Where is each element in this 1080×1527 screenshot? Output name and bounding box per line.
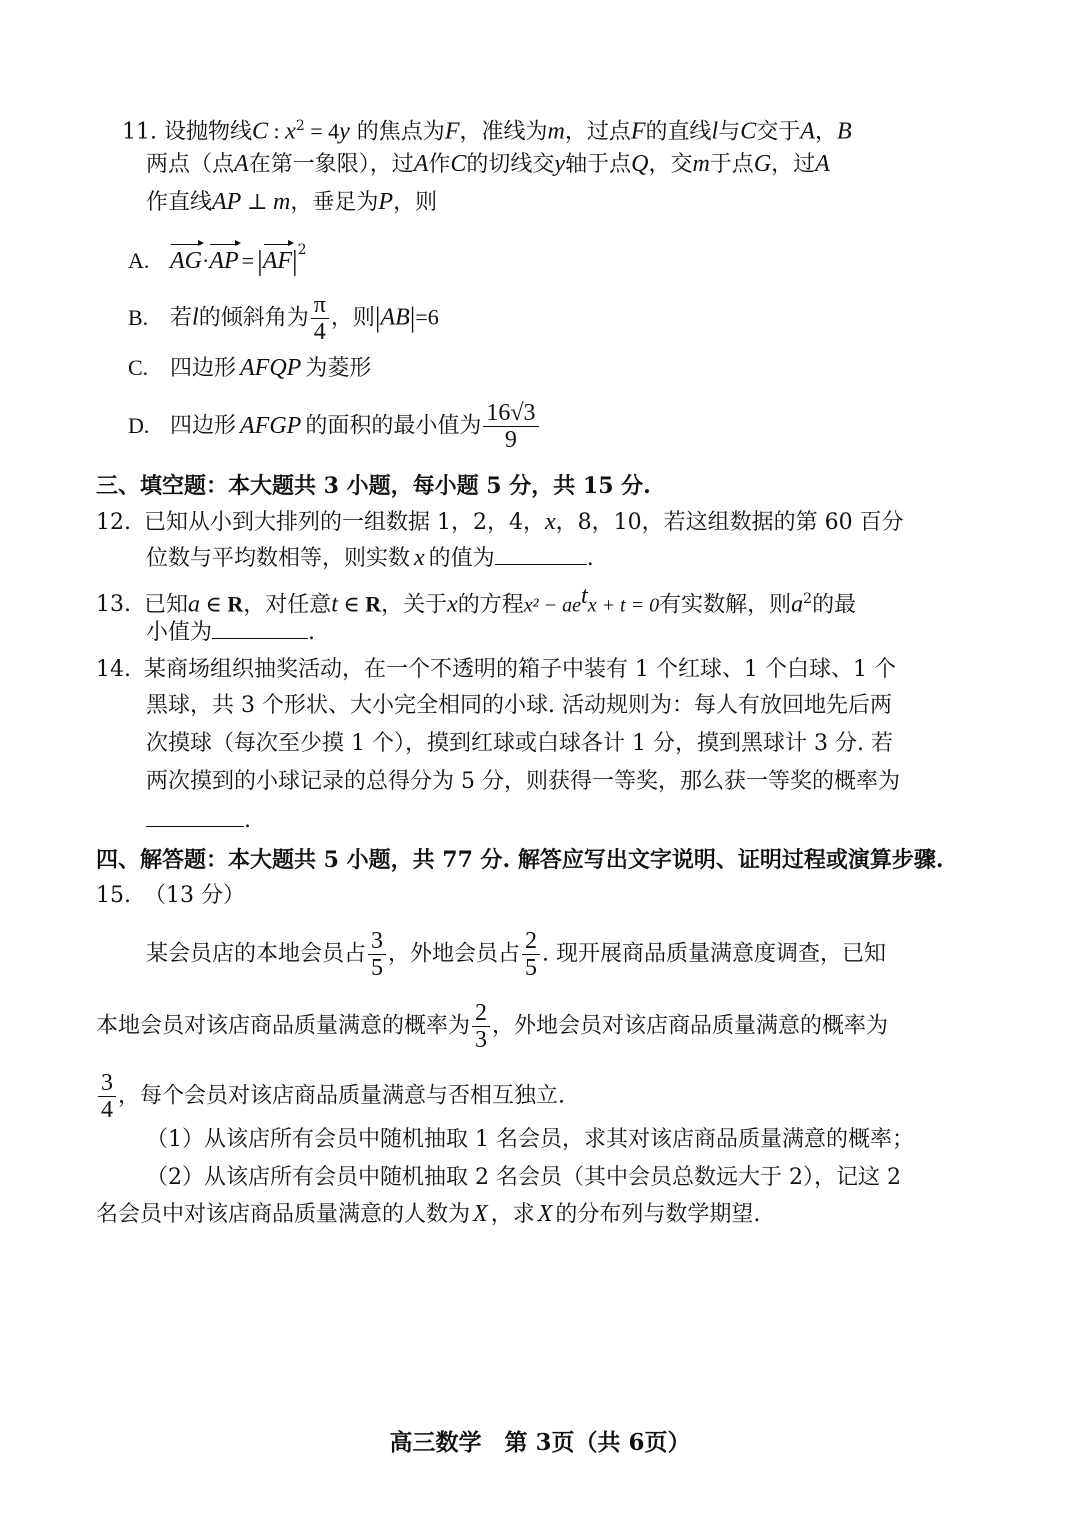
q15-subquestion-2-cont: 名会员中对该店商品质量满意的人数为 X ，求 X 的分布列与数学期望. bbox=[96, 1201, 761, 1227]
answer-blank[interactable] bbox=[146, 804, 244, 827]
q15-para2: 本地会员对该店商品质量满意的概率为 $\frac{2}{3}$ ，外地会员对该店商品质量满意的概率为 bbox=[96, 1000, 889, 1053]
abs-bar: | bbox=[409, 302, 416, 334]
q11-option-c: C. 四边形 AFQP 为菱形 bbox=[128, 355, 372, 381]
q13-line1: 13. 已知a ∈ R，对任意t ∈ R，关于x的方程$x^2 - ae^tx + t = 0$有实数解，则$a^2$的最 bbox=[96, 583, 857, 618]
q11-line2: 两点（点A在第一象限），过A作C的切线交y轴于点Q，交m于点G，过A bbox=[146, 151, 830, 177]
q11-line3: 作直线AP ⊥ m，垂足为P，则 bbox=[146, 189, 438, 215]
answer-blank[interactable] bbox=[212, 616, 308, 639]
q12-line2: 位数与平均数相等，则实数 x 的值为 . bbox=[146, 542, 594, 575]
q14-line5: . bbox=[146, 804, 251, 837]
section-4-heading: 四、解答题：本大题共 5 小题，共 77 分. 解答应写出文字说明、证明过程或演算步骤. bbox=[96, 847, 944, 873]
q14-line1: 14. 某商场组织抽奖活动，在一个不透明的箱子中装有 1 个红球、1 个白球、1 个 bbox=[96, 657, 896, 682]
q11-option-a: A. $AG\cdot AP = |AF|^2$ bbox=[128, 242, 307, 277]
fraction-pi-over-4: $\frac{\pi}{4}$ bbox=[311, 292, 329, 345]
q15-subquestion-2: （2）从该店所有会员中随机抽取 2 名会员（其中会员总数远大于 2），记这 2 bbox=[146, 1165, 901, 1190]
fraction-2-over-5: $\frac{2}{5}$ bbox=[522, 928, 540, 981]
q14-line2: 黑球，共 3 个形状、大小完全相同的小球. 活动规则为：每人有放回地先后两 bbox=[146, 693, 892, 718]
answer-blank[interactable] bbox=[495, 542, 587, 565]
fraction-3-over-5: $\frac{3}{5}$ bbox=[368, 928, 386, 981]
abs-bar: | bbox=[374, 302, 381, 334]
q15-para1: 某会员店的本地会员占 $\frac{3}{5}$ ，外地会员占 $\frac{2}{5}$ . 现开展商品质量满意度调查，已知 bbox=[146, 928, 887, 981]
q14-line3: 次摸球（每次至少摸 1 个），摸到红球或白球各计 1 分，摸到黑球计 3 分. 若 bbox=[146, 731, 893, 756]
q13-line2: 小值为 . bbox=[146, 616, 315, 649]
q11-option-d: D. 四边形 AFGP 的面积的最小值为 $\frac{16√3}{9}$ bbox=[128, 400, 541, 453]
fraction-3-over-4: $\frac{3}{4}$ bbox=[98, 1070, 116, 1123]
q15-subquestion-1: （1）从该店所有会员中随机抽取 1 名会员，求其对该店商品质量满意的概率； bbox=[146, 1127, 914, 1152]
fraction-2-over-3: $\frac{2}{3}$ bbox=[472, 1000, 490, 1053]
section-3-heading: 三、填空题：本大题共 3 小题，每小题 5 分，共 15 分. bbox=[96, 473, 651, 499]
q15-para3: $\frac{3}{4}$ ，每个会员对该店商品质量满意与否相互独立. bbox=[96, 1070, 565, 1123]
abs-bar: | bbox=[292, 246, 298, 277]
fraction-16-root3-over-9: $\frac{16√3}{9}$ bbox=[483, 400, 538, 453]
abs-bar: | bbox=[257, 246, 263, 277]
q14-line4: 两次摸到的小球记录的总得分为 5 分，则获得一等奖，那么获一等奖的概率为 bbox=[146, 769, 900, 794]
q12-line1: 12. 已知从小到大排列的一组数据 1，2，4，x，8，10，若这组数据的第 60 百分 bbox=[96, 509, 904, 535]
q15-header: 15. （13 分） bbox=[96, 883, 245, 908]
page-footer: 高三数学 第 3页（共 6页） bbox=[389, 1429, 691, 1456]
q11-option-b: B. 若l的倾斜角为 $\frac{\pi}{4}$ ，则|AB|=6 bbox=[128, 292, 439, 345]
q11-number: 11. bbox=[122, 119, 157, 145]
q11-line1: 11. 设抛物线C : $x^2 = 4y$ 的焦点为F，准线为m，过点F的直线l与C交于A，B bbox=[122, 118, 852, 145]
